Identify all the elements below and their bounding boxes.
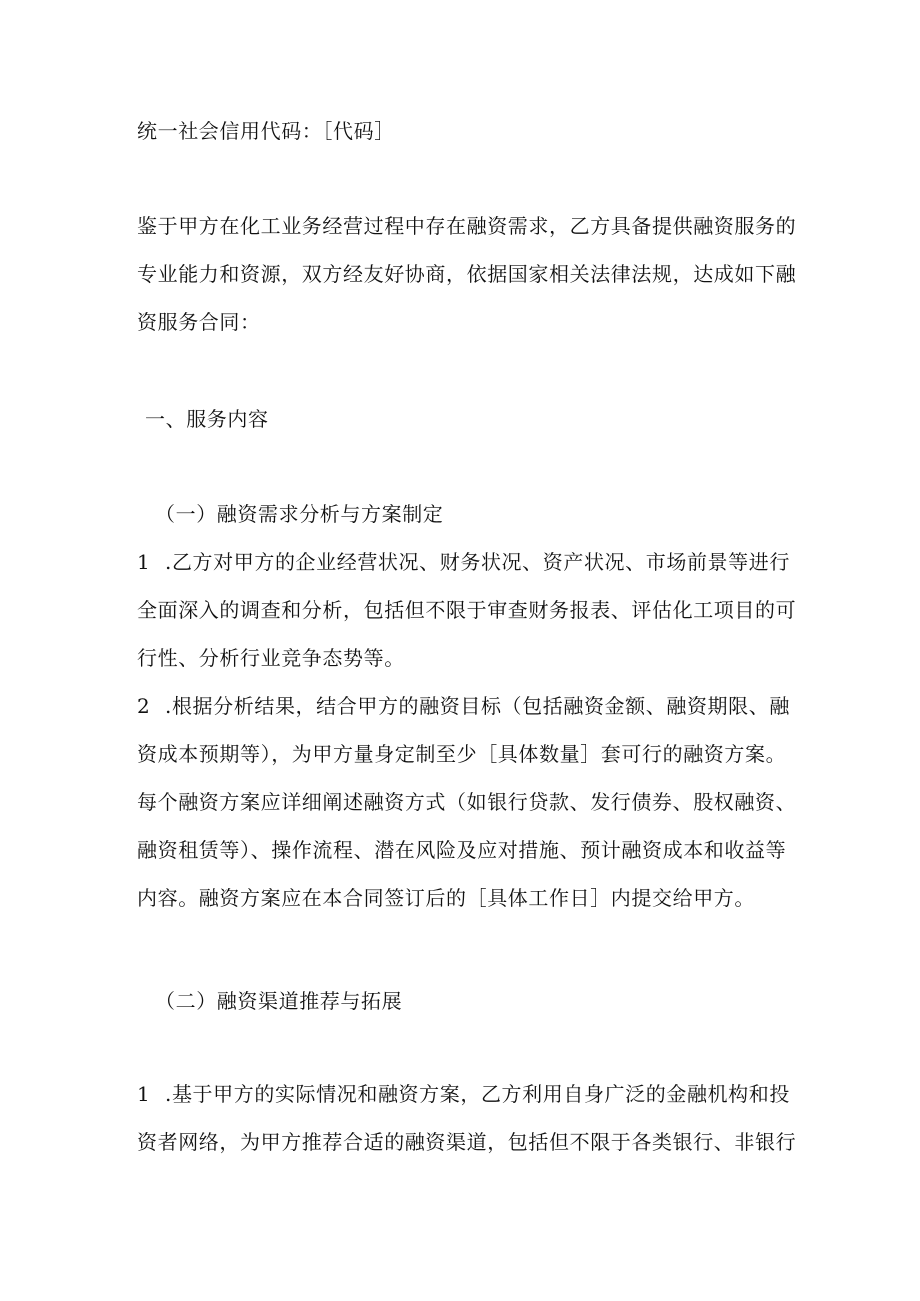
item-2-line-2: 资成本预期等），为甲方量身定制至少［具体数量］套可行的融资方案。 bbox=[137, 742, 787, 766]
item-1-line-3: 行性、分析行业竞争态势等。 bbox=[137, 646, 405, 670]
intro-line-1: 鉴于甲方在化工业务经营过程中存在融资需求，乙方具备提供融资服务的 bbox=[137, 214, 797, 238]
item-3-text-1: .基于甲方的实际情况和融资方案，乙方利用自身广泛的金融机构和投 bbox=[165, 1082, 790, 1106]
item-1-number: 1 bbox=[137, 550, 151, 574]
intro-line-3: 资服务合同： bbox=[137, 310, 261, 334]
credit-code-line: 统一社会信用代码：［代码］ bbox=[137, 119, 395, 143]
item-1-text-1: .乙方对甲方的企业经营状况、财务状况、资产状况、市场前景等进行 bbox=[165, 550, 790, 574]
item-1-line-2: 全面深入的调查和分析，包括但不限于审查财务报表、评估化工项目的可 bbox=[137, 598, 797, 622]
item-3-number: 1 bbox=[137, 1082, 151, 1106]
item-3-line-2: 资者网络，为甲方推荐合适的融资渠道，包括但不限于各类银行、非银行 bbox=[137, 1130, 797, 1154]
item-2-line-3: 每个融资方案应详细阐述融资方式（如银行贷款、发行债券、股权融资、 bbox=[137, 790, 797, 814]
item-2-line-1 bbox=[137, 692, 790, 720]
item-2-line-5: 内容。融资方案应在本合同签订后的［具体工作日］内提交给甲方。 bbox=[137, 886, 755, 910]
item-3-line-1 bbox=[137, 1080, 790, 1108]
item-2-text-1: .根据分析结果，结合甲方的融资目标（包括融资金额、融资期限、融 bbox=[165, 694, 790, 718]
item-1-line-1 bbox=[137, 548, 790, 576]
item-2-line-4: 融资租赁等）、操作流程、潜在风险及应对措施、预计融资成本和收益等 bbox=[137, 838, 787, 862]
section-heading-service-content: 一、服务内容 bbox=[145, 407, 269, 431]
subsection-heading-needs-analysis: （一）融资需求分析与方案制定 bbox=[155, 502, 444, 526]
item-2-number: 2 bbox=[137, 694, 151, 718]
intro-line-2: 专业能力和资源，双方经友好协商，依据国家相关法律法规，达成如下融 bbox=[137, 262, 797, 286]
subsection-heading-channel-recommendation: （二）融资渠道推荐与拓展 bbox=[155, 989, 403, 1013]
